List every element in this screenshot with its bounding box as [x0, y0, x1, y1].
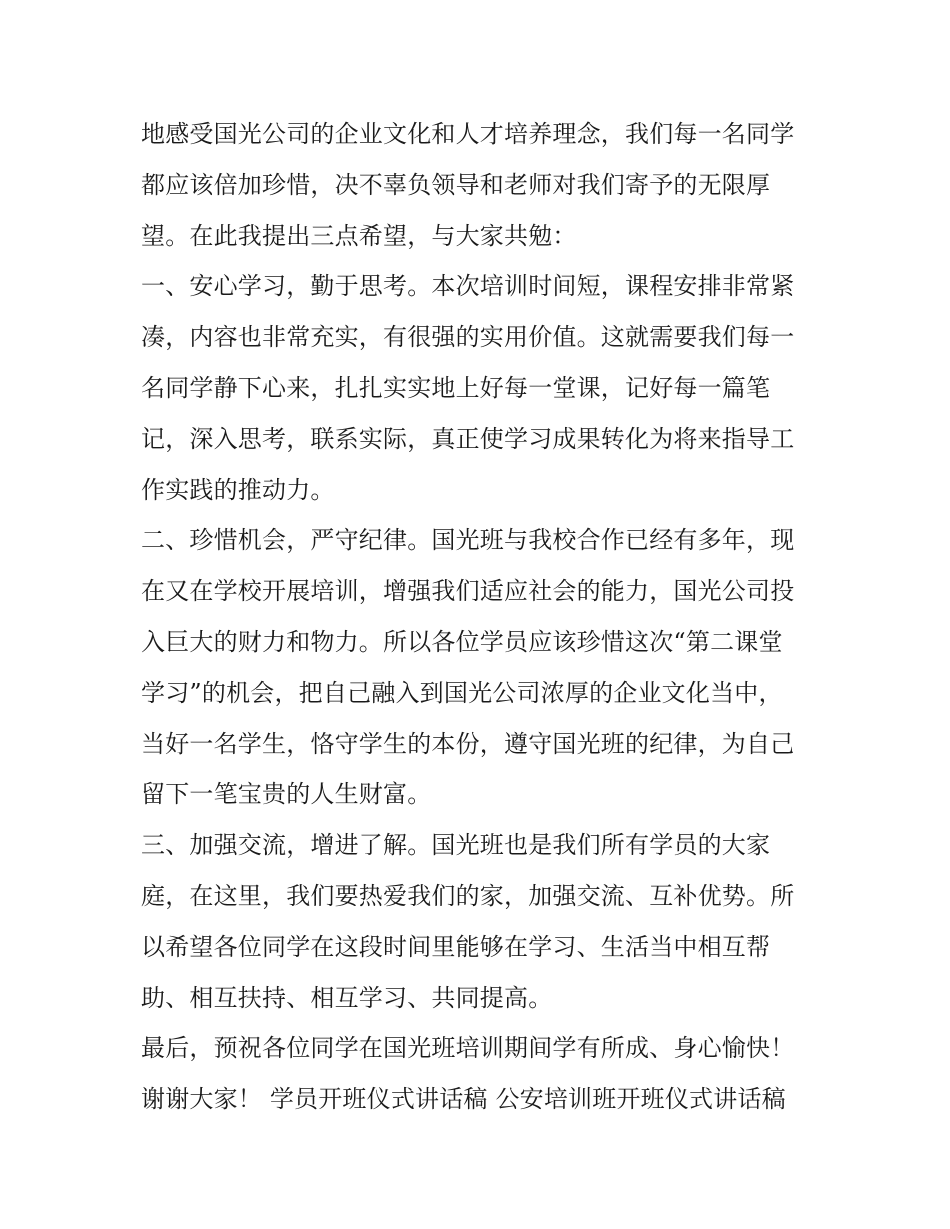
text-line: 庭，在这里，我们要热爱我们的家，加强交流、互补优势。所	[141, 881, 795, 910]
text-line: 凑，内容也非常充实，有很强的实用价值。这就需要我们每一	[141, 323, 795, 352]
text-line: 谢谢大家！ 学员开班仪式讲话稿 公安培训班开班仪式讲话稿	[141, 1085, 786, 1114]
text-line: 留下一笔宝贵的人生财富。	[141, 780, 432, 809]
text-line: 二、珍惜机会，严守纪律。国光班与我校合作已经有多年，现	[141, 526, 795, 555]
text-line: 都应该倍加珍惜，决不辜负领导和老师对我们寄予的无限厚	[141, 170, 771, 199]
text-line: 入巨大的财力和物力。所以各位学员应该珍惜这次“第二课堂	[141, 627, 783, 656]
text-line: 作实践的推动力。	[141, 475, 335, 504]
text-line: 一、安心学习，勤于思考。本次培训时间短，课程安排非常紧	[141, 272, 795, 301]
text-line: 当好一名学生，恪守学生的本份，遵守国光班的纪律，为自己	[141, 729, 795, 758]
document-body	[141, 109, 821, 1125]
text-line: 望。在此我提出三点希望，与大家共勉：	[141, 221, 577, 250]
text-line: 学习”的机会，把自己融入到国光公司浓厚的企业文化当中，	[141, 678, 783, 707]
text-line: 三、加强交流，增进了解。国光班也是我们所有学员的大家	[141, 831, 771, 860]
text-line: 地感受国光公司的企业文化和人才培养理念，我们每一名同学	[141, 120, 795, 148]
text-line: 名同学静下心来，扎扎实实地上好每一堂课，记好每一篇笔	[141, 373, 771, 402]
text-line: 在又在学校开展培训，增强我们适应社会的能力，国光公司投	[141, 577, 795, 606]
text-line: 最后，预祝各位同学在国光班培训期间学有所成、身心愉快！	[141, 1034, 795, 1063]
text-line: 以希望各位同学在这段时间里能够在学习、生活当中相互帮	[141, 932, 771, 961]
text-line: 记，深入思考，联系实际，真正使学习成果转化为将来指导工	[141, 424, 795, 453]
text-line: 助、相互扶持、相互学习、共同提高。	[141, 983, 553, 1012]
